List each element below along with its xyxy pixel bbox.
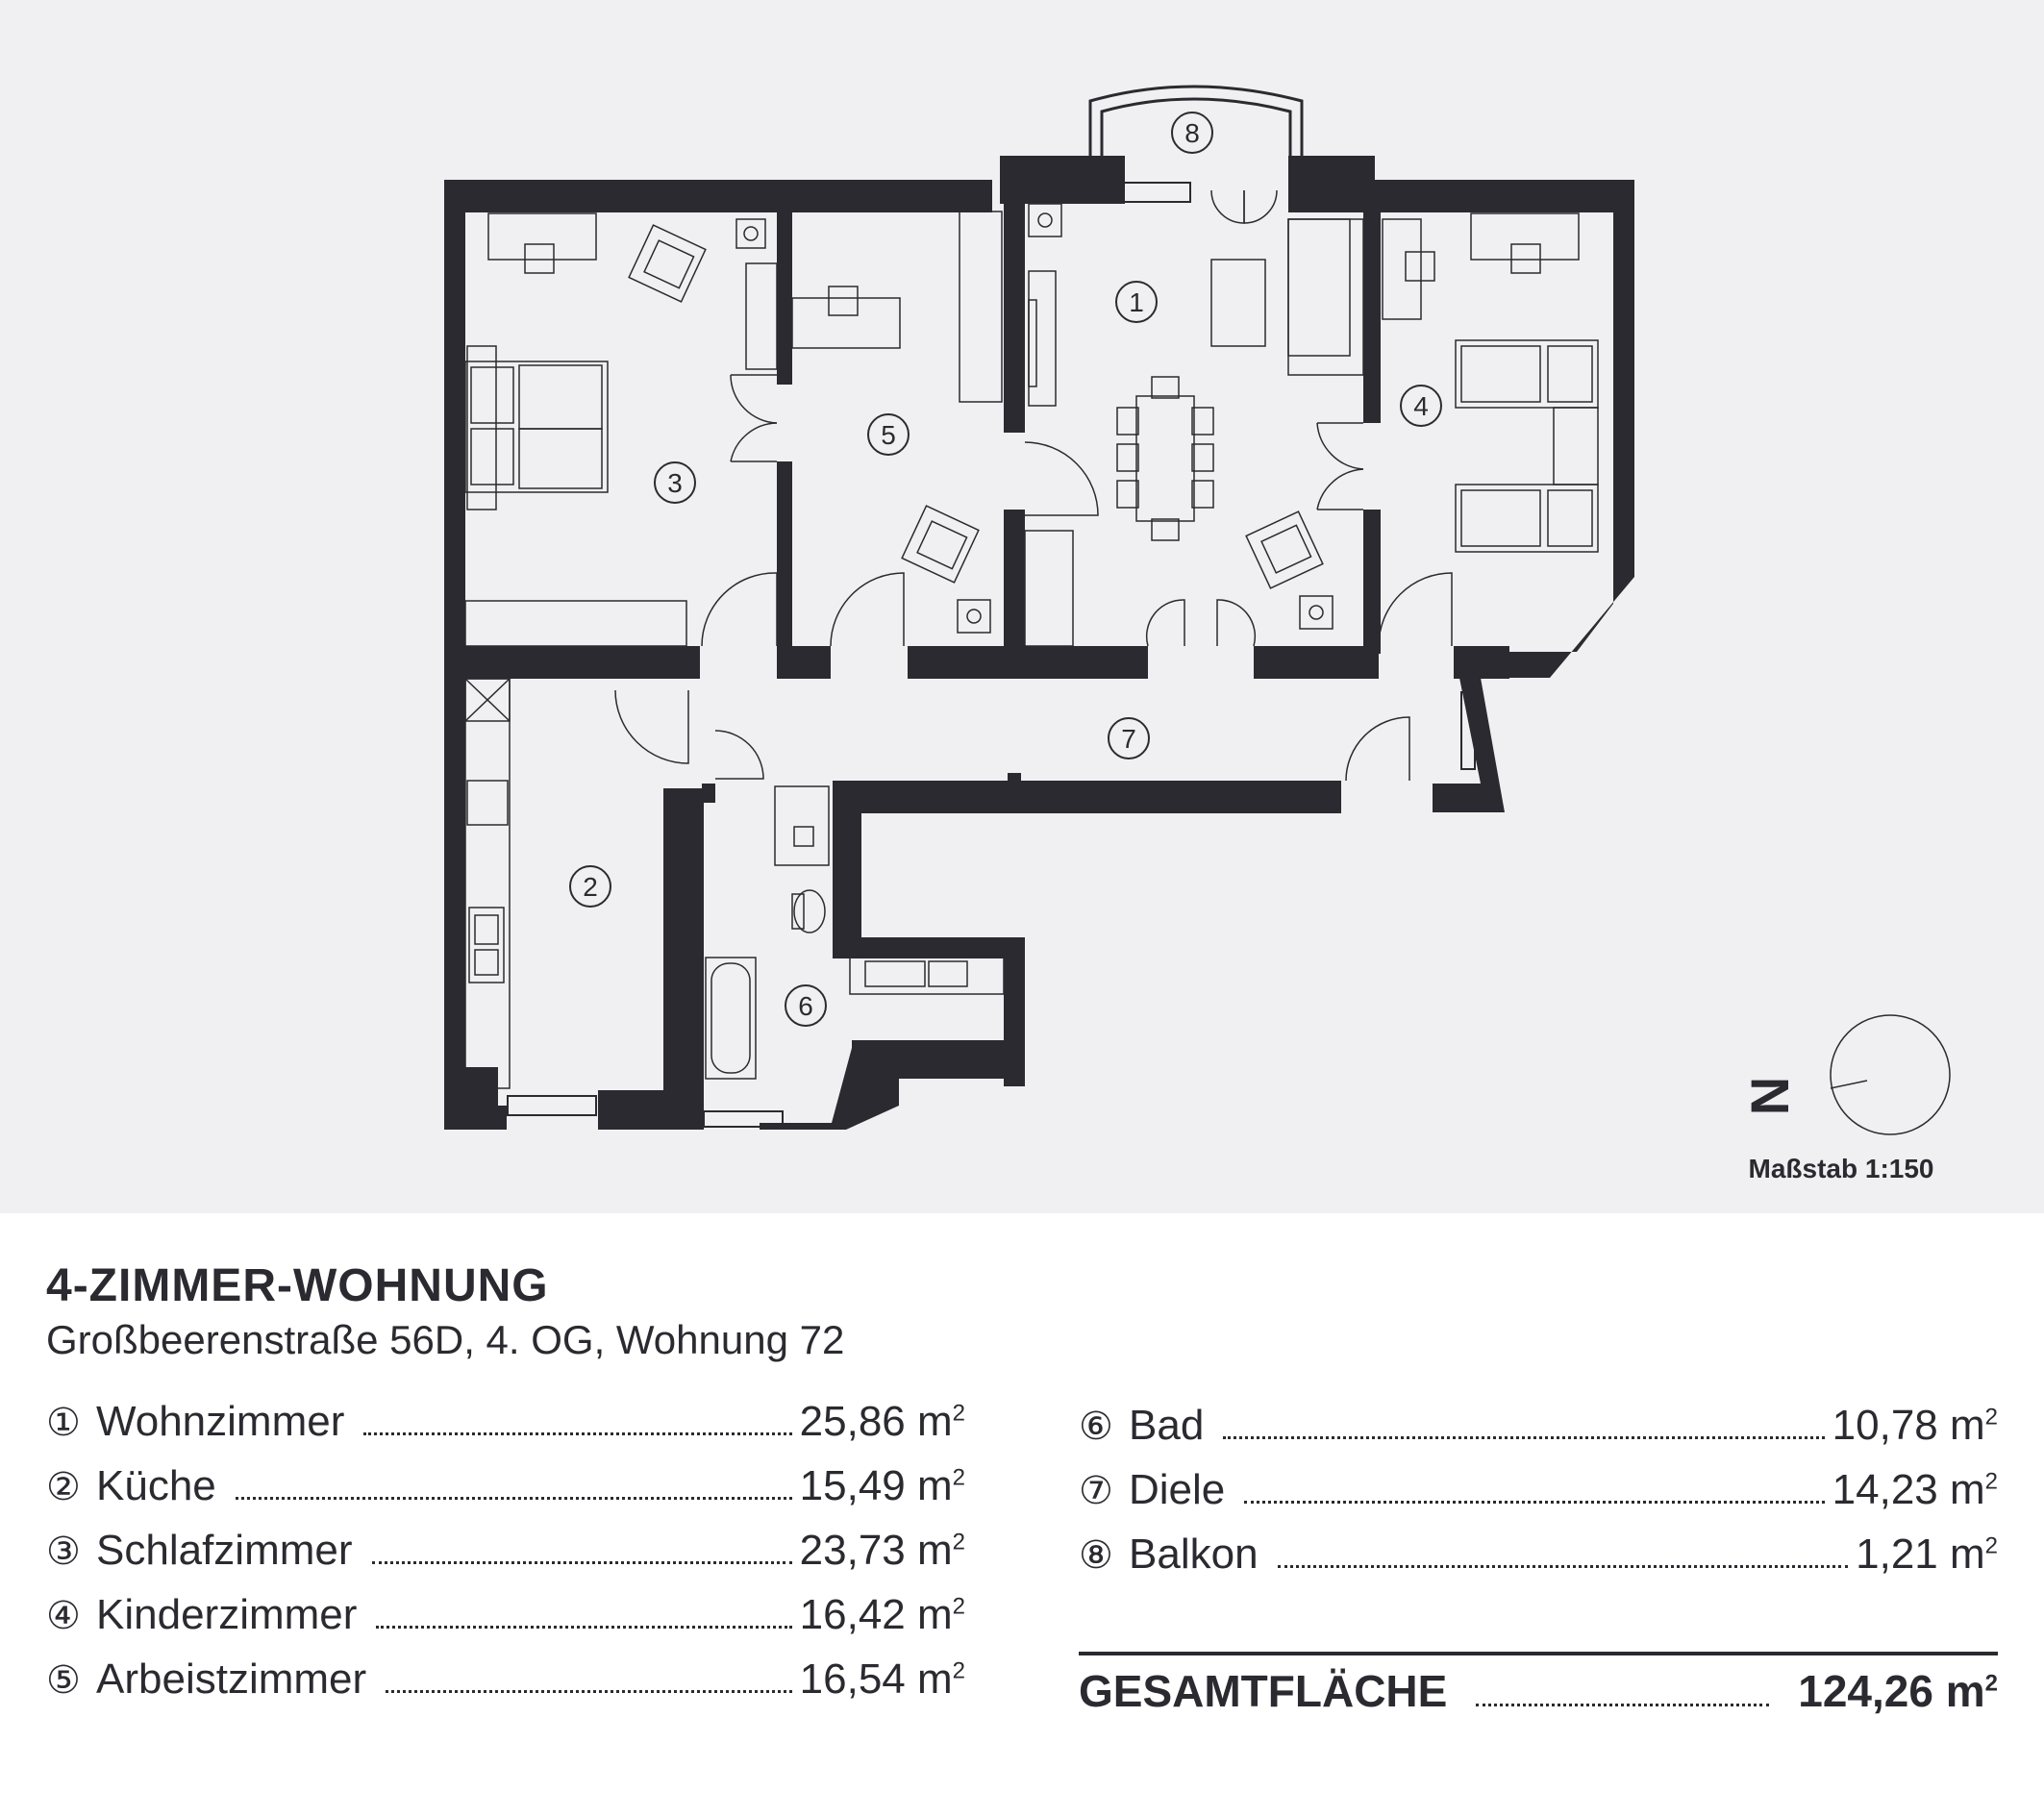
room-area: 23,73 $m^2$	[799, 1527, 965, 1574]
list-item	[46, 1462, 965, 1527]
furniture	[465, 190, 1598, 1088]
info-panel	[0, 1213, 2044, 1817]
room-label-2	[570, 866, 611, 907]
list-item	[1079, 1466, 1998, 1531]
room-number: ③	[46, 1531, 81, 1573]
dot-leader	[1244, 1501, 1824, 1504]
room-name: Diele	[1129, 1466, 1226, 1513]
room-number: ⑧	[1079, 1534, 1113, 1577]
room-label-5	[868, 414, 909, 455]
room-name: Balkon	[1129, 1531, 1259, 1578]
room-area: 16,42 $m^2$	[799, 1591, 965, 1638]
room-area: 15,49 $m^2$	[799, 1462, 965, 1509]
room-area: 10,78 $m^2$	[1832, 1402, 1998, 1449]
north-arrow-icon	[1739, 1015, 1950, 1134]
dot-leader	[1223, 1436, 1824, 1439]
total-row	[1079, 1665, 1998, 1732]
room-number: ⑥	[1079, 1406, 1113, 1448]
room-area: 25,86 $m^2$	[799, 1398, 965, 1445]
room-label-8	[1172, 112, 1212, 153]
room-label-5-text: 5	[881, 420, 896, 450]
room-label-6	[785, 985, 826, 1026]
room-label-4	[1401, 386, 1441, 426]
list-item	[1079, 1531, 1998, 1595]
room-label-3-text: 3	[667, 468, 683, 498]
room-name: Wohnzimmer	[96, 1398, 345, 1445]
north-label: N	[1739, 1076, 1800, 1116]
list-item	[46, 1591, 965, 1655]
room-label-3	[655, 462, 695, 503]
walls	[444, 156, 1634, 1130]
room-label-7	[1109, 718, 1149, 759]
room-number: ④	[46, 1595, 81, 1637]
room-name: Küche	[96, 1462, 216, 1509]
dot-leader	[1278, 1565, 1849, 1568]
dot-leader	[386, 1690, 792, 1693]
list-item	[46, 1398, 965, 1462]
room-label-6-text: 6	[798, 991, 813, 1021]
total-label: GESAMTFLÄCHE	[1079, 1666, 1448, 1716]
list-item	[46, 1527, 965, 1591]
dot-leader	[372, 1561, 792, 1564]
room-label-8-text: 8	[1184, 118, 1200, 148]
total-divider	[1079, 1652, 1998, 1655]
scale-label: Maßstab 1:150	[1748, 1154, 1934, 1183]
dot-leader	[1476, 1704, 1769, 1706]
dot-leader	[376, 1626, 791, 1629]
room-label-4-text: 4	[1413, 391, 1429, 421]
dot-leader	[236, 1497, 792, 1500]
room-number: ①	[46, 1402, 81, 1444]
room-label-1	[1116, 282, 1157, 322]
room-list-left	[46, 1398, 965, 1720]
room-name: Arbeistzimmer	[96, 1655, 367, 1703]
page-title: 4-ZIMMER-WOHNUNG	[46, 1260, 549, 1311]
room-number: ⑤	[46, 1659, 81, 1702]
room-label-7-text: 7	[1121, 724, 1136, 754]
room-area: 1,21 $m^2$	[1856, 1531, 1998, 1578]
room-label-2-text: 2	[583, 872, 598, 902]
room-list-right	[1079, 1402, 1998, 1595]
total-area: 124,26 $m^2$	[1798, 1666, 1998, 1716]
list-item	[46, 1655, 965, 1720]
room-area: 14,23 $m^2$	[1832, 1466, 1998, 1513]
list-item	[1079, 1402, 1998, 1466]
address: Großbeerenstraße 56D, 4. OG, Wohnung 72	[46, 1317, 845, 1362]
room-number: ⑦	[1079, 1470, 1113, 1512]
room-name: Kinderzimmer	[96, 1591, 358, 1638]
room-label-1-text: 1	[1129, 287, 1144, 317]
dot-leader	[363, 1432, 791, 1435]
room-name: Bad	[1129, 1402, 1205, 1449]
room-area: 16,54 $m^2$	[799, 1655, 965, 1703]
room-name: Schlafzimmer	[96, 1527, 353, 1574]
room-number: ②	[46, 1466, 81, 1508]
